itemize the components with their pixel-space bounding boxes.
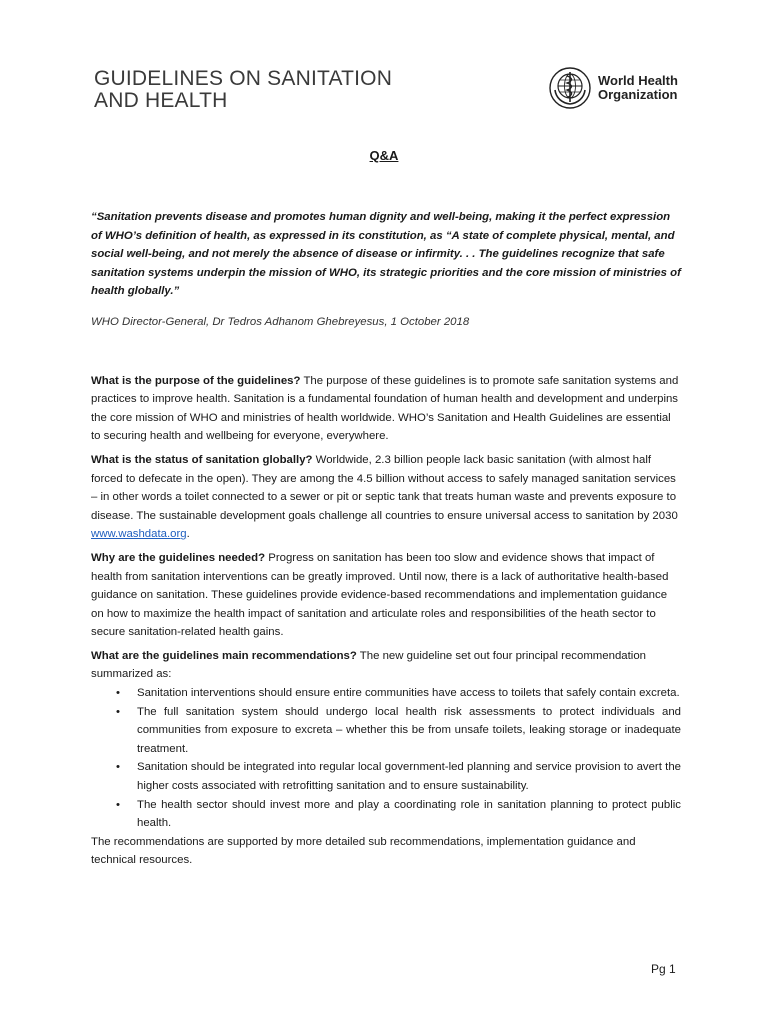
question-recommendations: What are the guidelines main recommendations?: [91, 649, 357, 662]
answer-recommendations: The new guideline set out four principal recommendation summarized as:: [91, 649, 646, 681]
washdata-link[interactable]: www.washdata.org: [91, 528, 187, 541]
qa-purpose: [91, 372, 681, 446]
who-name: [598, 74, 678, 102]
title-line-2: AND HEALTH: [94, 89, 228, 112]
list-item: [116, 758, 681, 795]
question-needed: Why are the guidelines needed?: [91, 551, 266, 564]
qa-status: [91, 451, 681, 544]
answer-purpose: The purpose of these guidelines is to promote safe sanitation systems and practices to improve health. Sanitation is a fundamental foundation of human health and development and underpins the core mission of WHO and ministries of health worldwide. WHO’s Sanitation and Health Guidelines are essential to securing health and wellbeing for everyone, everywhere.: [91, 374, 679, 443]
director-general-quote: “Sanitation prevents disease and promotes human dignity and well-being, making it the perfect expression of WHO’s definition of health, as expressed in its constitution, as “A state of complete physical, mental, and social well-being, and not merely the absence of disease or infirmity. . . The guidelines recognize that safe sanitation systems underpin the mission of WHO, its strategic priorities and the core mission of ministries of health globally.”: [91, 211, 681, 298]
page-number: Pg 1: [651, 962, 676, 976]
list-item: [116, 684, 681, 703]
recommendation-text: Sanitation interventions should ensure entire communities have access to toilets that safely contain excreta.: [137, 687, 680, 700]
quote-attribution: WHO Director-General, Dr Tedros Adhanom Ghebreyesus, 1 October 2018: [91, 315, 470, 328]
list-item: [116, 703, 681, 759]
answer-status-end: .: [186, 528, 190, 541]
document-body: [91, 208, 681, 870]
answer-needed: Progress on sanitation has been too slow and evidence shows that impact of health from sanitation interventions can be greatly improved. Until now, there is a lack of authoritative health-based guidance on sanitation. These guidelines provide evidence-based recommendations and implementation guidance on how to maximize the health impact of sanitation and articulate roles and responsibilities of the heath sector to secure sanitation-related health gains.: [91, 551, 669, 639]
bullet-glyph: •: [116, 761, 120, 774]
answer-status: Worldwide, 2.3 billion people lack basic sanitation (with almost half forced to defecate in the open). They are among the 4.5 billion without access to safely managed sanitation services – in other words a toilet connected to a sewer or pit or septic tank that treats human waste and prevents exposure to disease. The sustainable development goals challenge all countries to ensure universal access to sanitation by 2030: [91, 453, 678, 522]
bullet-glyph: •: [116, 705, 120, 718]
who-logo: [548, 66, 678, 110]
recommendation-text: The health sector should invest more and play a coordinating role in sanitation planning to protect public health.: [137, 798, 681, 830]
bullet-glyph: •: [116, 687, 120, 700]
qa-heading: Q&A: [369, 148, 399, 163]
who-name-line-1: World Health: [598, 73, 678, 88]
document-title: [94, 68, 392, 112]
list-item: [116, 796, 681, 833]
qa-needed: [91, 549, 681, 642]
qa-recommendations: [91, 647, 681, 684]
recommendation-text: Sanitation should be integrated into regular local government-led planning and service provision to avert the higher costs associated with retrofitting sanitation and to ensure sustainability.: [137, 761, 681, 793]
question-status: What is the status of sanitation globally?: [91, 453, 313, 466]
recommendation-text: The full sanitation system should undergo local health risk assessments to protect individuals and communities from exposure to excreta – whether this be from unsafe toilets, leaking storage or inadequate treatment.: [137, 705, 681, 755]
bullet-glyph: •: [116, 798, 120, 811]
recommendations-closing: The recommendations are supported by more detailed sub recommendations, implementation guidance and technical resources.: [91, 835, 636, 867]
question-purpose: What is the purpose of the guidelines?: [91, 374, 301, 387]
who-emblem-icon: [548, 66, 592, 110]
who-name-line-2: Organization: [598, 87, 678, 102]
recommendations-list: [91, 684, 681, 833]
title-line-1: GUIDELINES ON SANITATION: [94, 67, 393, 90]
